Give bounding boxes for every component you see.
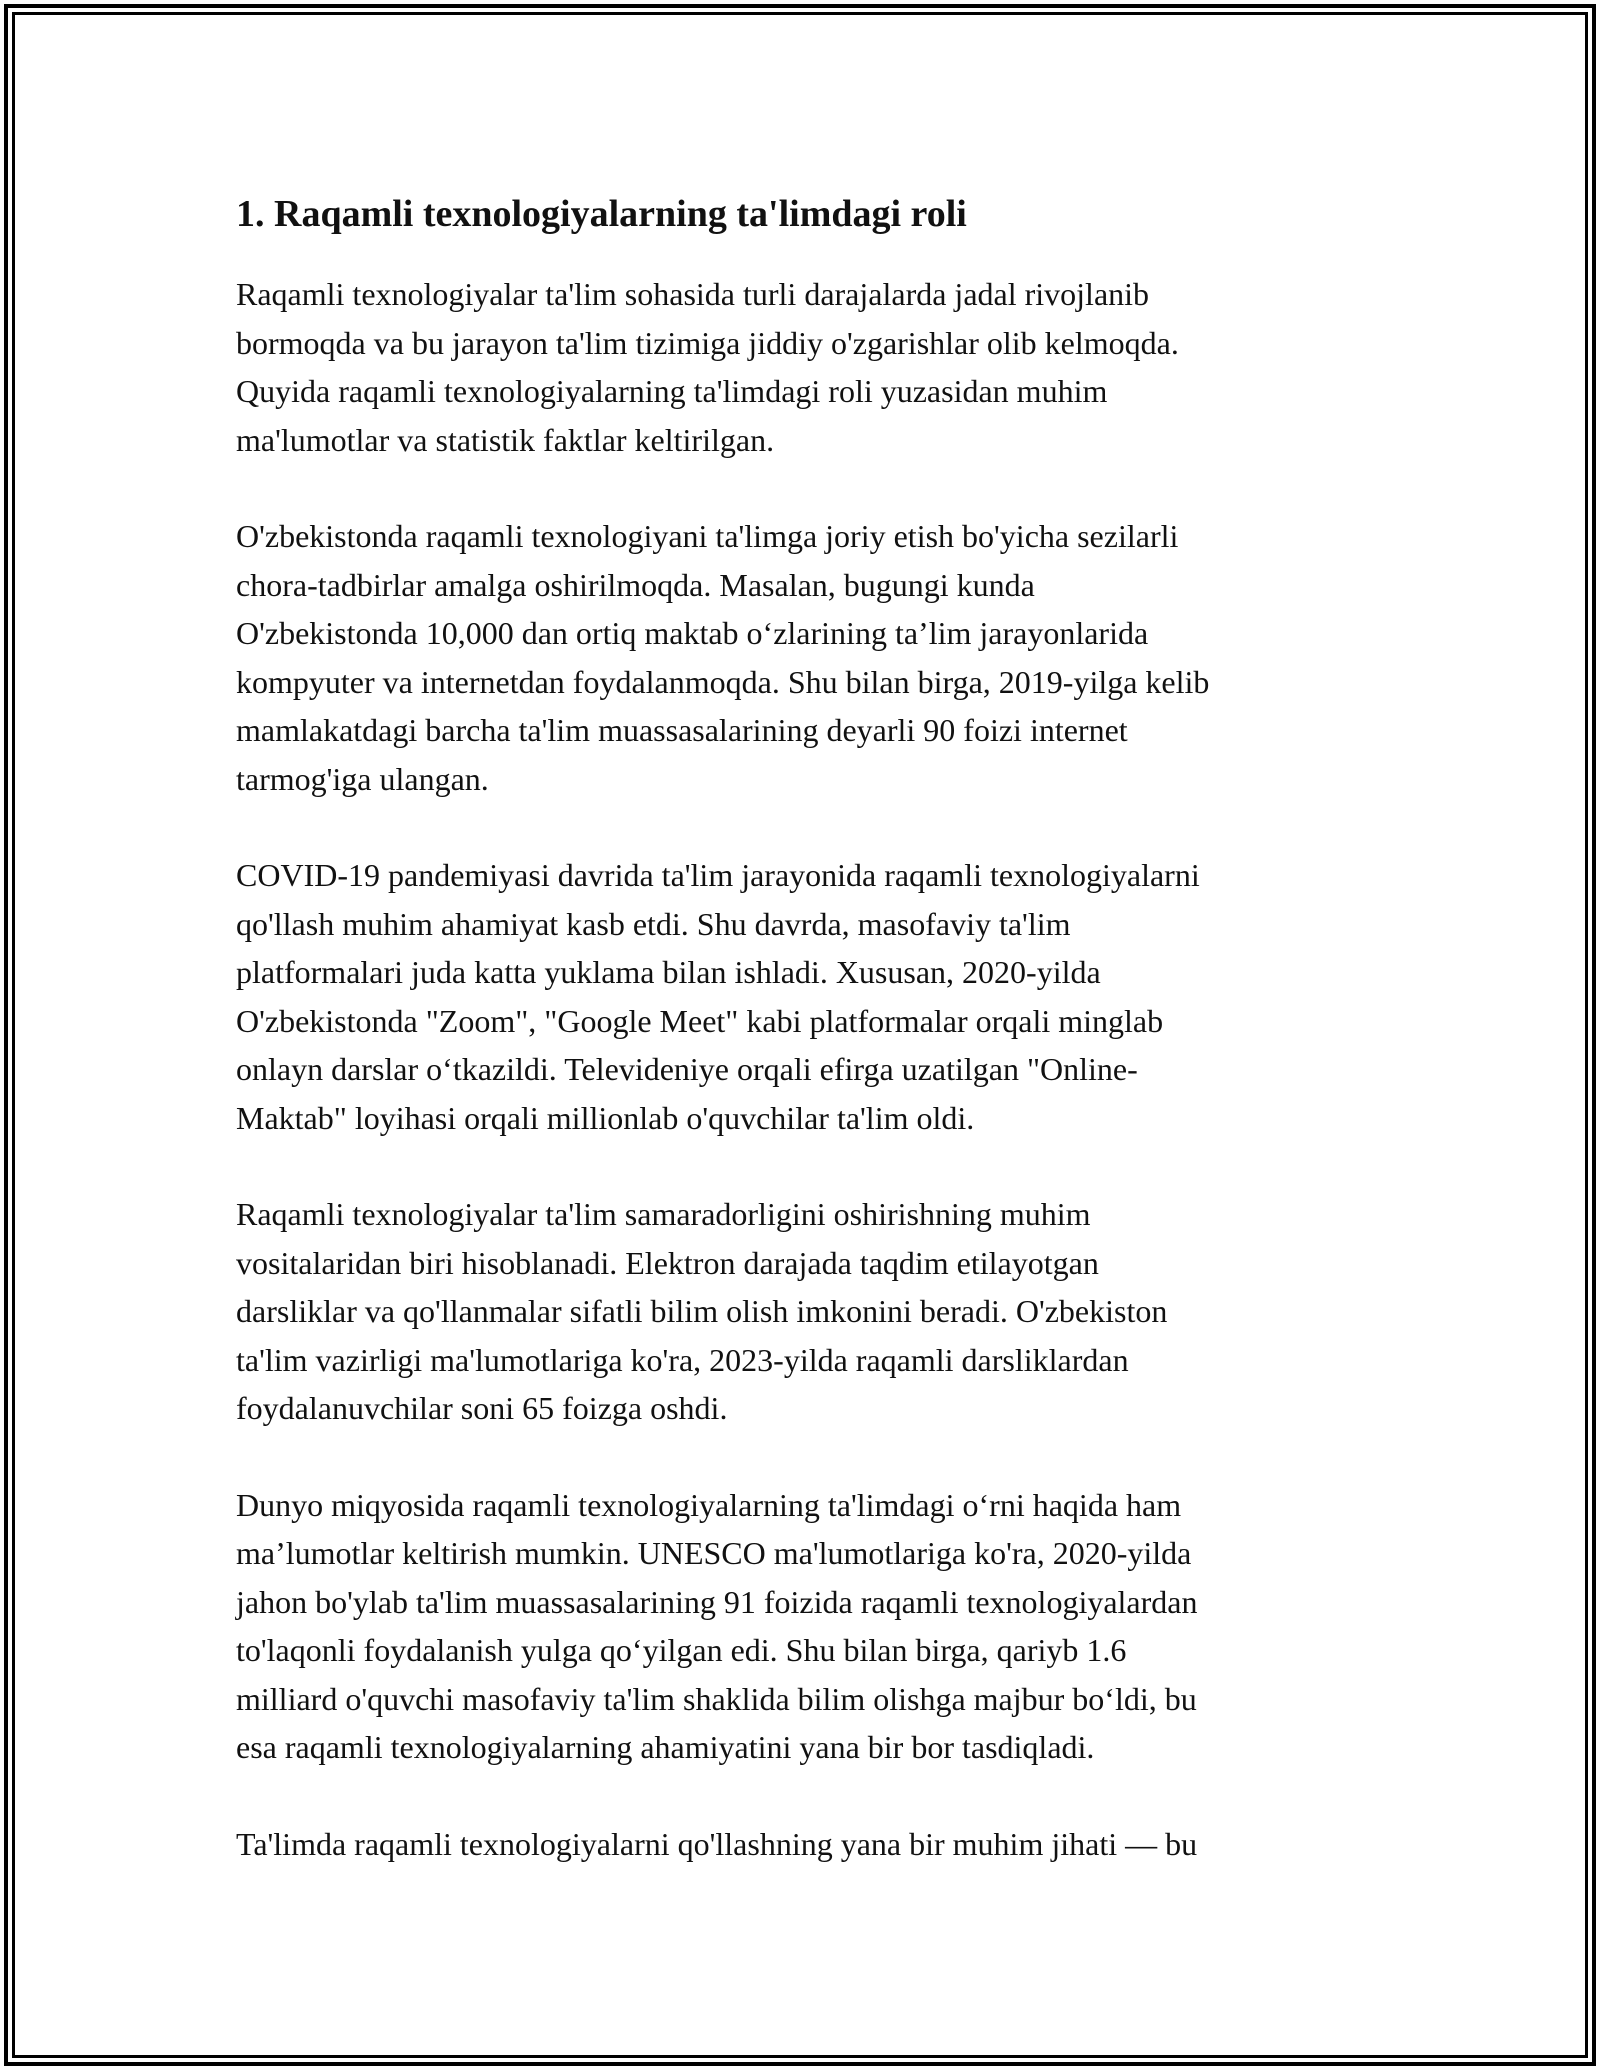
text-line: bormoqda va bu jarayon ta'lim tizimiga jiddiy o'zgarishlar olib kelmoqda.	[236, 324, 1179, 361]
text-line: Quyida raqamli texnologiyalarning ta'limdagi roli yuzasidan muhim	[236, 373, 1108, 409]
text-line: vositalaridan biri hisoblanadi. Elektron darajada taqdim etilayotgan	[236, 1244, 1099, 1281]
text-line: chora-tadbirlar amalga oshirilmoqda. Masalan, bugungi kunda	[236, 566, 1035, 603]
text-line: ma'lumotlar va statistik faktlar keltirilgan.	[236, 421, 775, 458]
document-body	[236, 186, 1366, 1916]
paragraph	[236, 1820, 1366, 1869]
text-line: ma’lumotlar keltirish mumkin. UNESCO ma'lumotlariga ko'ra, 2020-yilda	[236, 1535, 1192, 1571]
text-line: darsliklar va qo'llanmalar sifatli bilim olish imkonini beradi. O'zbekiston	[236, 1293, 1168, 1329]
text-line: tarmog'iga ulangan.	[236, 760, 489, 797]
text-line: Maktab" loyihasi orqali millionlab o'quvchilar ta'lim oldi.	[236, 1099, 975, 1136]
text-line: Dunyo miqyosida raqamli texnologiyalarning ta'limdagi o‘rni haqida ham	[236, 1486, 1182, 1523]
text-line: Raqamli texnologiyalar ta'lim samaradorligini oshirishning muhim	[236, 1196, 1091, 1232]
text-line: to'laqonli foydalanish yulga qo‘yilgan edi. Shu bilan birga, qariyb 1.6	[236, 1632, 1127, 1668]
text-line: kompyuter va internetdan foydalanmoqda. Shu bilan birga, 2019-yilga kelib	[236, 663, 1210, 700]
text-line: Ta'limda raqamli texnologiyalarni qo'llashning yana bir muhim jihati — bu	[236, 1825, 1198, 1862]
text-line: esa raqamli texnologiyalarning ahamiyatini yana bir bor tasdiqladi.	[236, 1729, 1095, 1765]
paragraph	[236, 851, 1366, 1142]
paragraph	[236, 270, 1366, 464]
paragraph	[236, 512, 1366, 803]
text-line: Raqamli texnologiyalar ta'lim sohasida turli darajalarda jadal rivojlanib	[236, 276, 1150, 312]
text-line: onlayn darslar o‘tkazildi. Televideniye orqali efirga uzatilgan "Online-	[236, 1051, 1138, 1087]
text-line: foydalanuvchilar soni 65 foizga oshdi.	[236, 1390, 728, 1426]
text-line: jahon bo'ylab ta'lim muassasalarining 91 foizida raqamli texnologiyalardan	[236, 1583, 1198, 1620]
text-line: qo'llash muhim ahamiyat kasb etdi. Shu davrda, masofaviy ta'lim	[236, 905, 1071, 942]
section-heading: 1. Raqamli texnologiyalarning ta'limdagi roli	[236, 193, 967, 235]
text-line: O'zbekistonda 10,000 dan ortiq maktab o‘zlarining ta’lim jarayonlarida	[236, 615, 1149, 651]
text-line: O'zbekistonda "Zoom", "Google Meet" kabi platformalar orqali minglab	[236, 1002, 1164, 1039]
text-line: ta'lim vazirligi ma'lumotlariga ko'ra, 2023-yilda raqamli darsliklardan	[236, 1341, 1129, 1378]
paragraph	[236, 1481, 1366, 1772]
text-line: mamlakatdagi barcha ta'lim muassasalarining deyarli 90 foizi internet	[236, 712, 1128, 748]
text-line: O'zbekistonda raqamli texnologiyani ta'limga joriy etish bo'yicha sezilarli	[236, 518, 1179, 554]
text-line: milliard o'quvchi masofaviy ta'lim shaklida bilim olishga majbur bo‘ldi, bu	[236, 1680, 1197, 1717]
text-line: platformalari juda katta yuklama bilan ishladi. Xususan, 2020-yilda	[236, 954, 1101, 990]
text-line: COVID-19 pandemiyasi davrida ta'lim jarayonida raqamli texnologiyalarni	[236, 857, 1200, 893]
paragraph	[236, 1190, 1366, 1433]
